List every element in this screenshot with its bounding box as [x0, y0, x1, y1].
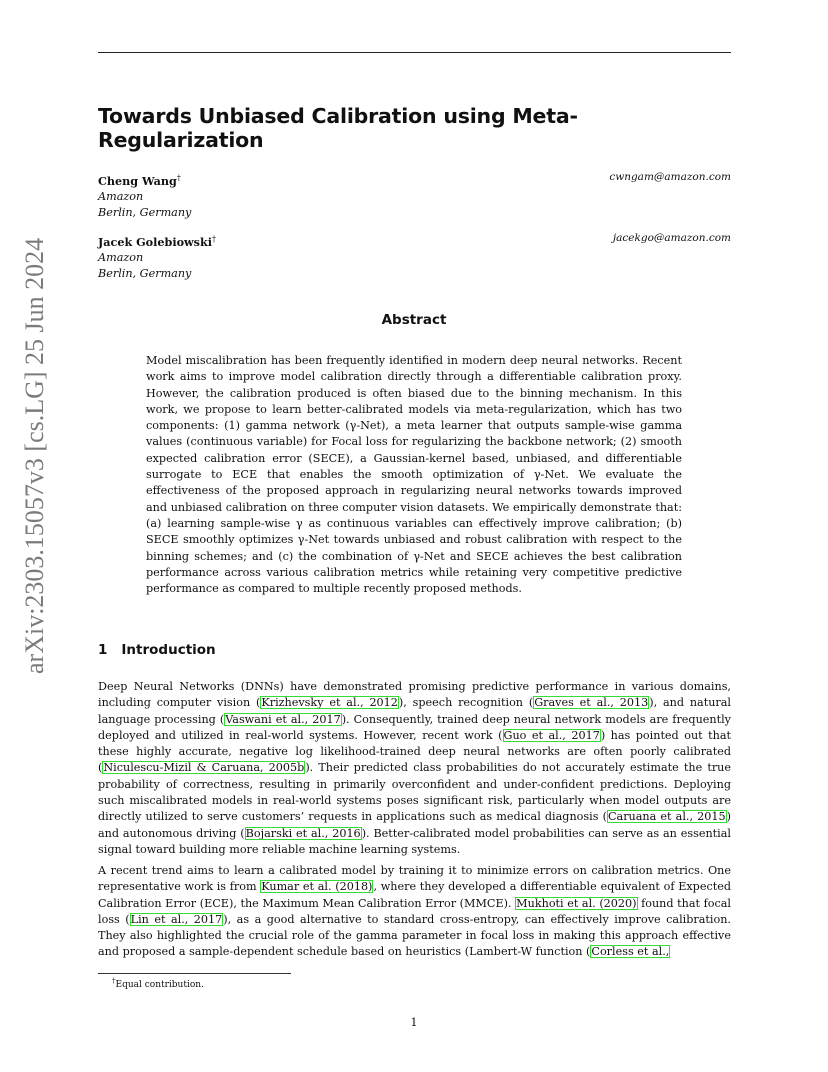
citation-link[interactable]: Corless et al., [591, 945, 670, 959]
page-number: 1 [410, 1016, 418, 1029]
author-name: Cheng Wang† [98, 173, 181, 188]
citation-link[interactable]: Bojarski et al., 2016 [245, 826, 361, 840]
citation-link[interactable]: Guo et al., 2017 [503, 728, 600, 742]
author-email[interactable]: cwngam@amazon.com [609, 171, 731, 183]
paper-title: Towards Unbiased Calibration using Meta-Regularization [98, 104, 578, 152]
arxiv-identifier-text: arXiv:2303.15057v3 [cs.LG] 25 Jun 2024 [20, 237, 49, 674]
author-name: Jacek Golebiowski† [98, 234, 216, 249]
citation-link[interactable]: Lin et al., 2017 [130, 912, 223, 926]
author-affiliation: Amazon [98, 251, 144, 265]
author-location: Berlin, Germany [98, 205, 192, 219]
citation-link[interactable]: Caruana et al., 2015 [607, 810, 726, 824]
intro-paragraph-1: Deep Neural Networks (DNNs) have demonstrated promising predictive performance in various domains, including computer vision (Krizhevsky et al., 2012), speech recognition (Graves et al., 2013), and natural language processing (Vaswani et al., 2017). Consequently, trained deep neural network models are frequently deployed and utilized in real-world systems. However, recent work (Guo et al., 2017) has pointed out that these highly accurate, negative log likelihood-trained deep neural networks are often poorly calibrated (Niculescu-Mizil & Caruana, 2005b). Their predicted class probabilities do not accurately estimate the true probability of correctness, resulting in primarily overconfident and under-confident predictions. Deploying such miscalibrated models in real-world systems poses significant risk, particularly when model outputs are directly utilized to serve customers’ requests in applications such as medical diagnosis (Caruana et al., 2015) and autonomous driving (Bojarski et al., 2016). Better-calibrated model probabilities can serve as an essential signal toward building more reliable machine learning systems. [98, 680, 732, 856]
author-affiliation: Amazon [98, 190, 144, 204]
footnote: †Equal contribution. [112, 977, 204, 990]
arxiv-identifier [12, 237, 52, 674]
citation-link[interactable]: Graves et al., 2013 [534, 696, 649, 710]
citation-link[interactable]: Kumar et al. (2018) [261, 880, 373, 894]
intro-paragraph-2: A recent trend aims to learn a calibrated model by training it to minimize errors on calibration metrics. One representative work is from Kumar et al. (2018), where they developed a differentiable equivalent of Expected Calibration Error (ECE), the Maximum Mean Calibration Error (MMCE). Mukhoti et al. (2020) found that focal loss (Lin et al., 2017), as a good alternative to standard cross-entropy, can effectively improve calibration. They also highlighted the crucial role of the gamma parameter in focal loss in making this approach effective and proposed a sample-dependent schedule based on heuristics (Lambert-W function (Corless et al., [98, 864, 732, 959]
section-title: Introduction [121, 642, 216, 658]
author-block [98, 170, 731, 220]
abstract-body: Model miscalibration has been frequently identified in modern deep neural networks. Recent work aims to improve model calibration directly through a differentiable calibration proxy. However, the calibration produced is often biased due to the binning mechanism. In this work, we propose to learn better-calibrated models via meta-regularization, which has two components: (1) gamma network (γ-Net), a meta learner that outputs sample-wise gamma values (continuous variable) for Focal loss for regularizing the backbone network; (2) smooth expected calibration error (SECE), a Gaussian-kernel based, unbiased, and differentiable surrogate to ECE that enables the smooth optimization of γ-Net. We evaluate the effectiveness of the proposed approach in regularizing neural networks towards improved and unbiased calibration on three computer vision datasets. We empirically demonstrate that: (a) learning sample-wise γ as continuous variables can effectively improve calibration; (b) SECE smoothly optimizes γ-Net towards unbiased and robust calibration with respect to the binning schemes; and (c) the combination of γ-Net and SECE achieves the best calibration performance across various calibration metrics while retaining very competitive predictive performance as compared to multiple recently proposed methods. [146, 354, 682, 596]
footnote-rule [98, 973, 291, 974]
abstract-heading: Abstract [381, 312, 447, 328]
section-number: 1 [98, 642, 108, 658]
citation-link[interactable]: Krizhevsky et al., 2012 [261, 696, 398, 710]
author-email[interactable]: jacekgo@amazon.com [612, 232, 731, 244]
header-rule [98, 52, 731, 53]
citation-link[interactable]: Niculescu-Mizil & Caruana, 2005b [103, 761, 305, 775]
citation-link[interactable]: Mukhoti et al. (2020) [516, 896, 637, 910]
author-location: Berlin, Germany [98, 266, 192, 280]
citation-link[interactable]: Vaswani et al., 2017 [225, 712, 341, 726]
author-block [98, 231, 731, 281]
section-heading [98, 642, 216, 658]
